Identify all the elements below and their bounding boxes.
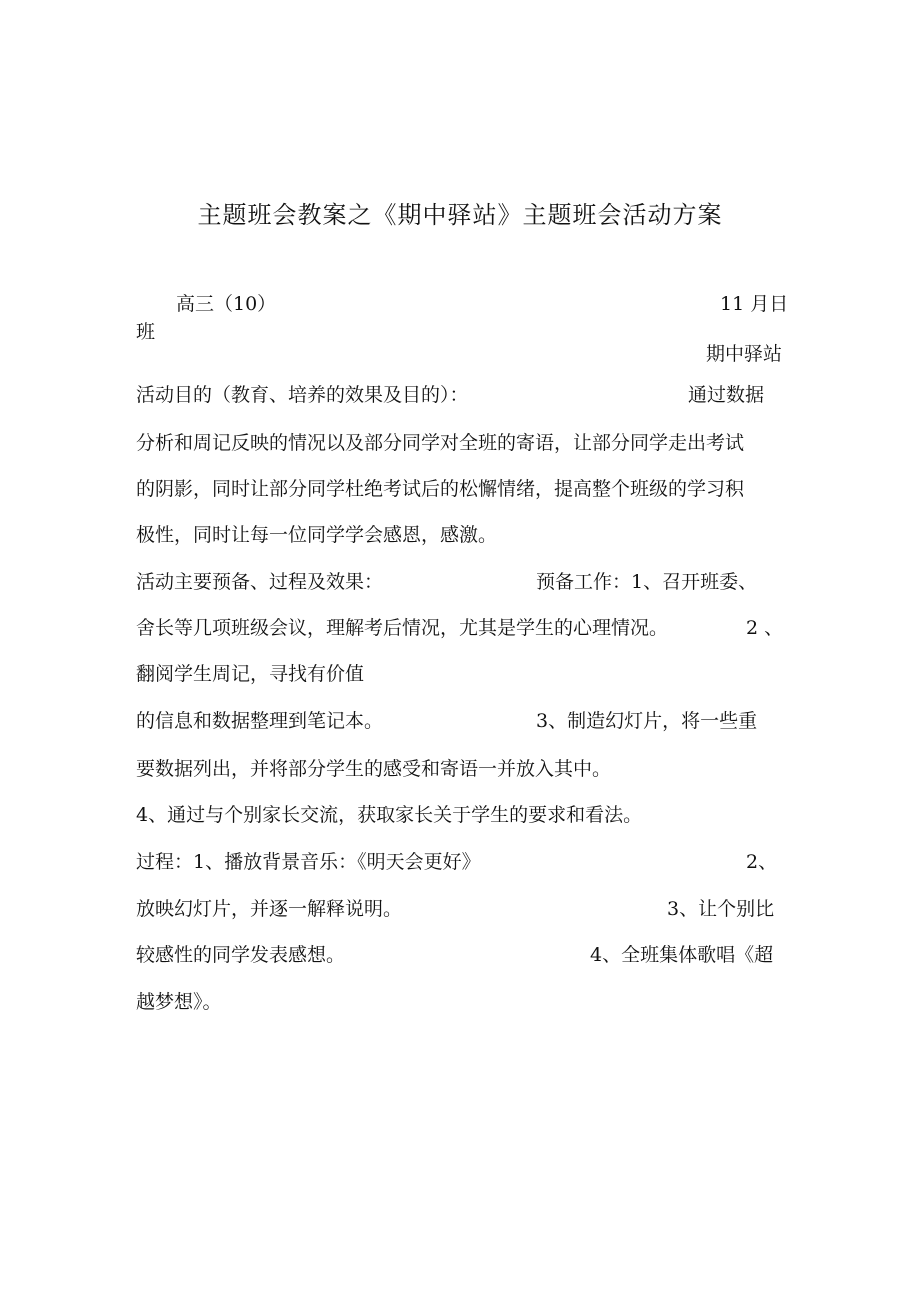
preparation-line2: 舍长等几项班级会议，理解考后情况，尤其是学生的心理情况。 (136, 617, 669, 639)
process-line4: 越梦想》。 (136, 991, 222, 1013)
purpose-line1-tail: 通过数据 (688, 384, 765, 406)
purpose-line3: 的阴影，同时让部分同学杜绝考试后的松懈情绪，提高整个班级的学习积 (136, 478, 745, 500)
process-line2-tail: 3、让个别比 (667, 898, 775, 920)
process-line1-num: 2、 (746, 851, 778, 873)
preparation-line6: 4、通过与个别家长交流，获取家长关于学生的要求和看法。 (136, 804, 643, 826)
class-name: 高三（10） (176, 293, 277, 315)
date: 11 月日 (720, 293, 789, 315)
theme: 期中驿站 (706, 343, 783, 365)
process-line1: 过程：1、播放背景音乐：《明天会更好》 (136, 851, 481, 873)
purpose-label: 活动目的（教育、培养的效果及目的）： (136, 384, 469, 406)
preparation-line3: 翻阅学生周记，寻找有价值 (136, 663, 365, 685)
preparation-line2-num: 2 、 (746, 617, 784, 639)
document-title: 主题班会教案之《期中驿站》主题班会活动方案 (197, 201, 723, 229)
preparation-line1-tail: 预备工作：1、召开班委、 (536, 571, 758, 593)
process-line3: 较感性的同学发表感想。 (136, 944, 346, 966)
class-suffix: 班 (136, 321, 156, 343)
purpose-line2: 分析和周记反映的情况以及部分同学对全班的寄语，让部分同学走出考试 (136, 432, 745, 454)
preparation-line4-tail: 3、制造幻灯片，将一些重 (536, 710, 758, 732)
preparation-line5: 要数据列出，并将部分学生的感受和寄语一并放入其中。 (136, 758, 612, 780)
preparation-line4: 的信息和数据整理到笔记本。 (136, 710, 384, 732)
preparation-label: 活动主要预备、过程及效果： (136, 571, 384, 593)
purpose-line4: 极性，同时让每一位同学学会感恩，感激。 (136, 524, 498, 546)
process-line3-tail: 4、全班集体歌唱《超 (590, 944, 774, 966)
process-line2: 放映幻灯片，并逐一解释说明。 (136, 898, 403, 920)
